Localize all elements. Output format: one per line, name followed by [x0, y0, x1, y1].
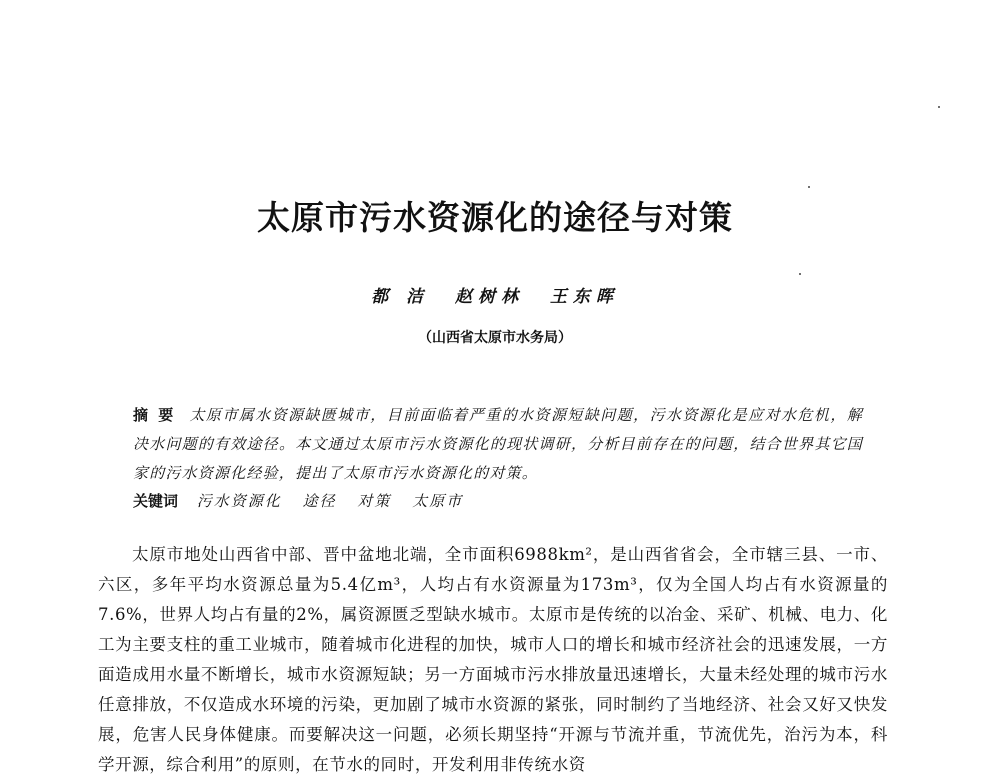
keyword: 对策	[357, 492, 392, 510]
keyword: 污水资源化	[196, 492, 282, 510]
scan-speck	[799, 273, 801, 275]
abstract-section	[133, 401, 863, 488]
author-list	[0, 282, 990, 307]
abstract-text: 太原市属水资源缺匮城市，目前面临着严重的水资源短缺问题，污水资源化是应对水危机，解决水问题的有效途径。本文通过太原市污水资源化的现状调研，分析目前存在的问题，结合世界其它国家的污水资源化经验，提出了太原市污水资源化的对策。	[133, 406, 863, 482]
keywords-label: 关键词	[133, 492, 179, 510]
paper-title: 太原市污水资源化的途径与对策	[257, 198, 733, 237]
scan-speck	[938, 106, 940, 108]
author-affiliation: （山西省太原市水务局）	[418, 330, 572, 346]
abstract-label: 摘要	[133, 406, 184, 424]
keyword: 途径	[302, 492, 337, 510]
body-paragraph: 太原市地处山西省中部、晋中盆地北端，全市面积6988km²，是山西省省会，全市辖三县、一市、六区，多年平均水资源总量为5.4亿m³，人均占有水资源量为173m³，仅为全国人均占有水资源量的7.6%，世界人均占有量的2%，属资源匮乏型缺水城市。太原市是传统的以冶金、采矿、机械、电力、化工为主要支柱的重工业城市，随着城市化进程的加快，城市人口的增长和城市经济社会的迅速发展，一方面造成用水量不断增长，城市水资源短缺；另一方面城市污水排放量迅速增长，大量未经处理的城市污水任意排放，不仅造成水环境的污染，更加剧了城市水资源的紧张，同时制约了当地经济、社会又好又快发展，危害人民身体健康。而要解决这一问题，必须长期坚持“开源与节流并重，节流优先，治污为本，科学开源，综合利用”的原则，在节水的同时，开发利用非传统水资	[98, 545, 888, 774]
keyword: 太原市	[412, 492, 464, 510]
author-name: 王东晖	[549, 287, 619, 307]
author-name: 赵树林	[454, 287, 524, 307]
author-name: 都 洁	[371, 287, 430, 307]
scan-speck	[808, 186, 810, 188]
keywords-section	[133, 487, 863, 516]
